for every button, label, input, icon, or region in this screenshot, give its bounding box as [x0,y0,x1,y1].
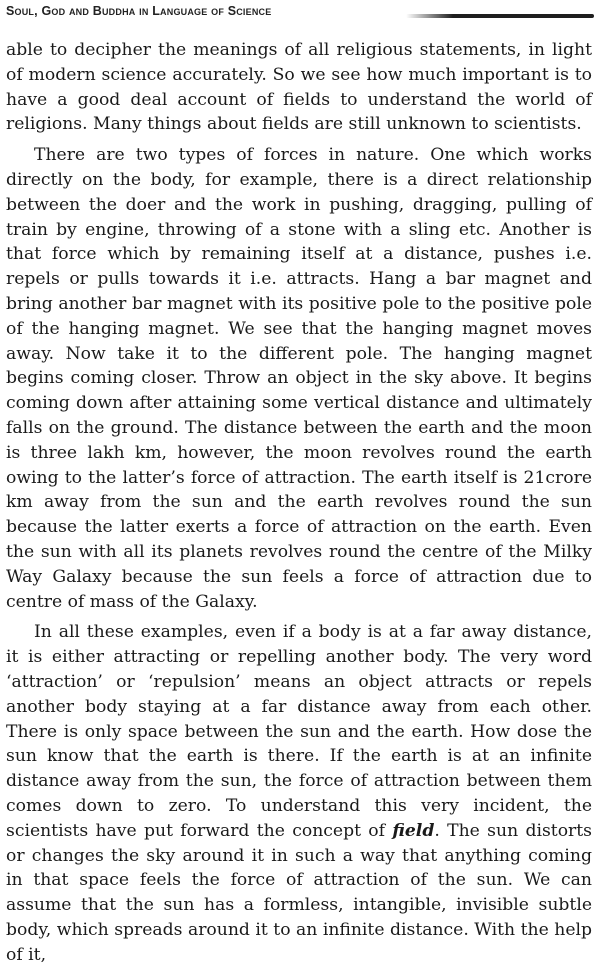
page-header [6,2,594,24]
body-text [6,38,592,973]
emphasized-term: field [392,820,435,841]
paragraph-3-part-2: . The sun distorts or changes the sky around it in such a way that anything coming in that space feels the force of attraction of the sun. We can assume that the sun has a formless, intangible, invisible subtle body, which spreads around it to an infinite distance. With the help of it, [6,820,592,965]
paragraph-2: There are two types of forces in nature. One which works directly on the body, for example, there is a direct relationship between the doer and the work in pushing, dragging, pulling of train by engine, throwing of a stone with a sling etc. Another is that force which by remaining itself at a distance, pushes i.e. repels or pulls towards it i.e. attracts. Hang a bar magnet and bring another bar magnet with its positive pole to the positive pole of the hanging magnet. We see that the hanging magnet moves away. Now take it to the different pole. The hanging magnet begins coming closer. Throw an object in the sky above. It begins coming down after attaining some vertical distance and ultimately falls on the ground. The distance between the earth and the moon is three lakh km, however, the moon revolves round the earth owing to the latter’s force of attraction. The earth itself is 21crore km away from the sun and the earth revolves round the sun because the latter exerts a force of attraction on the earth. Even the sun with all its planets revolves round the centre of the Milky Way Galaxy because the sun feels a force of attraction due to centre of mass of the Galaxy. [6,145,592,612]
header-rule [406,14,594,18]
paragraph-3 [6,620,592,967]
paragraph-3-part-1: In all these examples, even if a body is at a far away distance, it is either attracting or repelling another body. The very word ‘attraction’ or ‘repulsion’ means an object attracts or repels another body staying at a far distance away from each other. There is only space between the sun and the earth. How dose the sun know that the earth is there. If the earth is at an infinite distance away from the sun, the force of attraction between them comes down to zero. To understand this very incident, the scientists have put forward the concept of [6,622,592,841]
paragraph-1: able to decipher the meanings of all religious statements, in light of modern science accurately. So we see how much important is to have a good deal account of fields to understand the world of religions. Many things about fields are still unknown to scientists. [6,40,592,135]
running-title: Soul, God and Buddha in Language of Science [6,4,272,18]
